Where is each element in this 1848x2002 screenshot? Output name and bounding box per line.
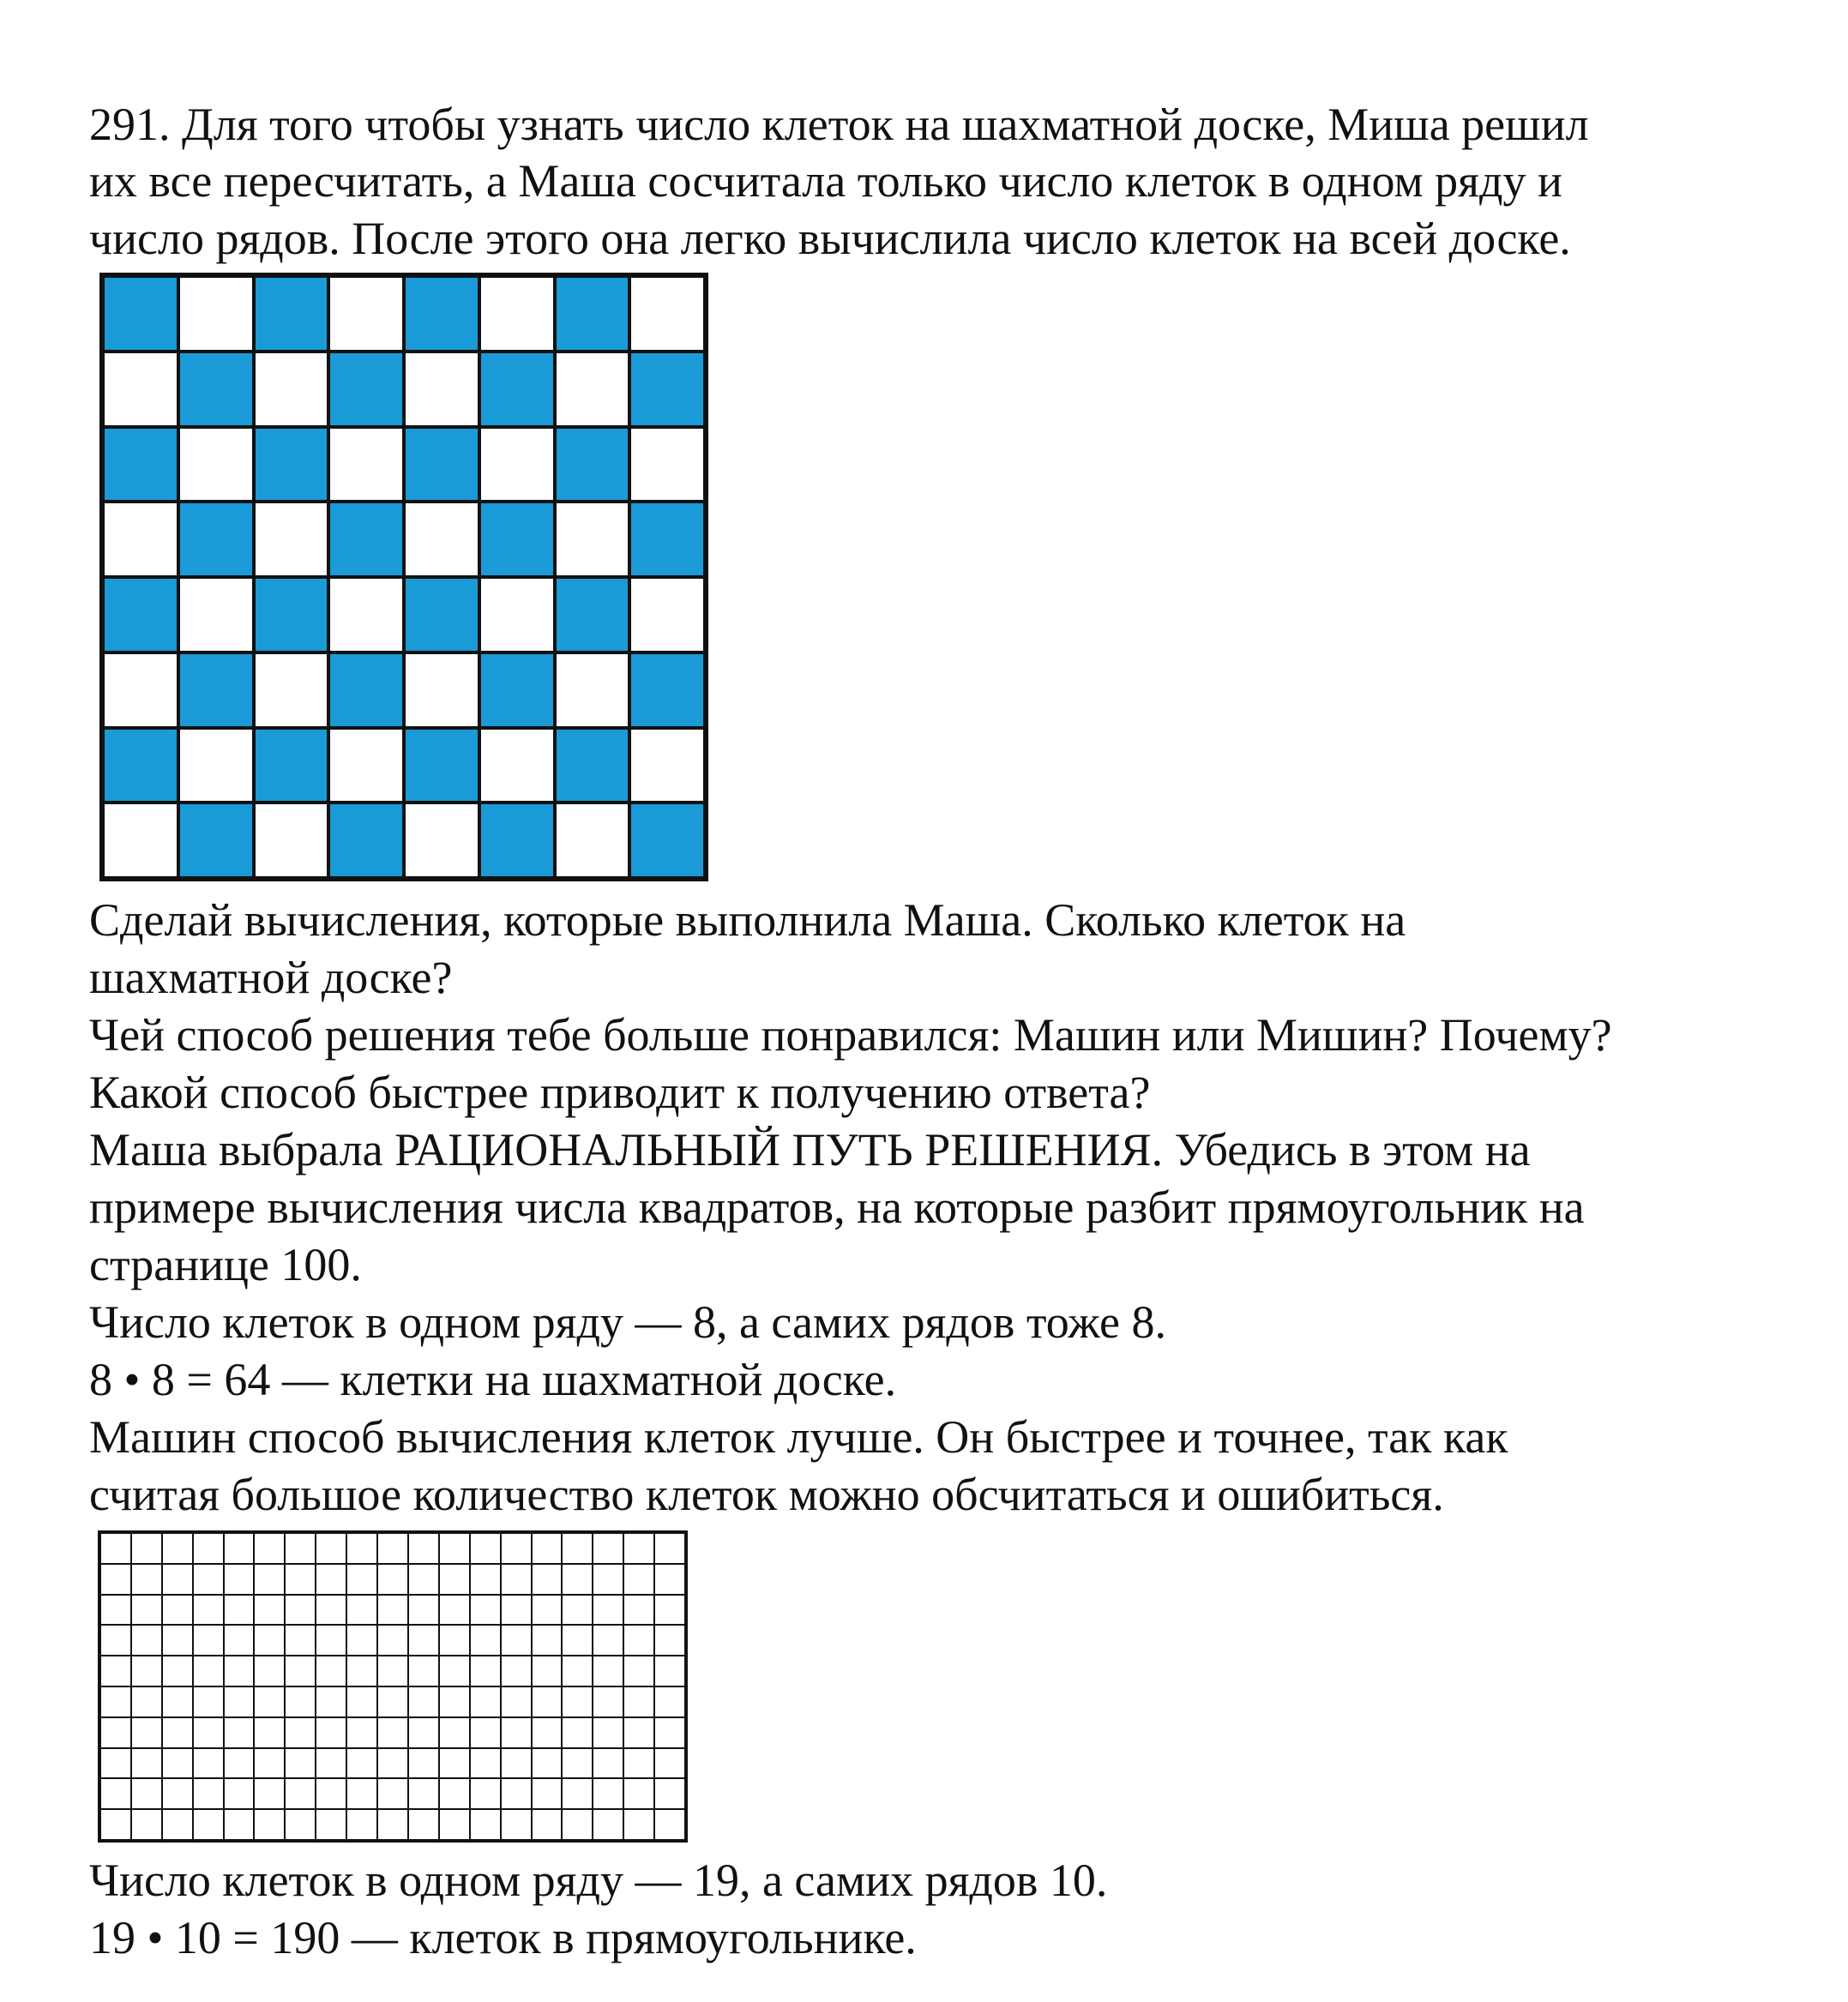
rectangle-cell: [654, 1595, 685, 1626]
chessboard-cell: [328, 427, 404, 502]
rectangle-cell: [623, 1564, 654, 1595]
rectangle-cell: [254, 1809, 285, 1840]
rectangle-cell: [623, 1686, 654, 1717]
rectangle-cell: [224, 1809, 255, 1840]
rectangle-cell: [377, 1625, 408, 1656]
chessboard-cell: [404, 427, 479, 502]
rectangle-cell: [100, 1564, 131, 1595]
rectangle-cell: [623, 1809, 654, 1840]
rectangle-cell: [593, 1564, 623, 1595]
rectangle-cell: [377, 1686, 408, 1717]
rectangle-cell: [193, 1625, 224, 1656]
rectangle-cell: [162, 1564, 193, 1595]
rectangle-cell: [377, 1717, 408, 1748]
rectangle-cell: [408, 1625, 439, 1656]
rectangle-cell: [131, 1778, 162, 1809]
rectangle-cell: [162, 1656, 193, 1686]
rectangle-cell: [316, 1595, 346, 1626]
rectangle-cell: [346, 1809, 377, 1840]
chessboard-cell: [404, 276, 479, 352]
rectangle-cell: [470, 1564, 501, 1595]
answer-line-4: считая большое количество клеток можно обсчитаться и ошибиться.: [89, 1469, 1444, 1520]
rectangle-cell: [254, 1625, 285, 1656]
rectangle-cell: [501, 1625, 532, 1656]
rectangle-cell: [285, 1809, 316, 1840]
rectangle-cell: [593, 1748, 623, 1779]
chessboard-figure: [99, 273, 708, 881]
rectangle-cell: [254, 1533, 285, 1564]
chessboard-cell: [555, 577, 630, 652]
question-line-1: Сделай вычисления, которые выполнила Маша. Сколько клеток на: [89, 894, 1406, 946]
rectangle-cell: [131, 1748, 162, 1779]
chessboard-cell: [479, 728, 555, 803]
rectangle-cell: [501, 1686, 532, 1717]
rectangle-cell: [593, 1625, 623, 1656]
rectangle-cell: [285, 1533, 316, 1564]
chessboard-cell: [555, 728, 630, 803]
rectangle-cell: [623, 1717, 654, 1748]
rectangle-cell: [439, 1625, 470, 1656]
rectangle-cell: [439, 1533, 470, 1564]
rectangle-cell: [346, 1533, 377, 1564]
chessboard-cell: [328, 352, 404, 427]
rectangle-cell: [377, 1533, 408, 1564]
rectangle-cell: [654, 1778, 685, 1809]
rectangle-cell: [254, 1778, 285, 1809]
rectangle-cell: [193, 1564, 224, 1595]
chessboard-cell: [629, 652, 705, 728]
rectangle-cell: [501, 1748, 532, 1779]
rectangle-cell: [193, 1748, 224, 1779]
chessboard-cell: [254, 502, 329, 577]
chessboard-cell: [178, 276, 254, 352]
rectangle-cell: [346, 1748, 377, 1779]
rectangle-cell: [532, 1686, 563, 1717]
rectangle-cell: [224, 1717, 255, 1748]
chessboard-cell: [479, 803, 555, 878]
rectangle-cell: [346, 1686, 377, 1717]
rectangle-cell: [131, 1625, 162, 1656]
chessboard-cell: [555, 803, 630, 878]
rectangle-cell: [162, 1625, 193, 1656]
rectangle-grid-figure: [98, 1530, 688, 1843]
question-line-3: Чей способ решения тебе больше понравился: Машин или Мишин? Почему?: [89, 1009, 1612, 1061]
rect-answer-line-2: 19 • 10 = 190 — клеток в прямоугольнике.: [89, 1912, 917, 1963]
rectangle-cell: [193, 1809, 224, 1840]
rectangle-cell: [501, 1717, 532, 1748]
rectangle-cell: [470, 1686, 501, 1717]
rectangle-cell: [532, 1656, 563, 1686]
chessboard-cell: [328, 728, 404, 803]
rectangle-cell: [623, 1625, 654, 1656]
rectangle-cell: [316, 1533, 346, 1564]
rectangle-cell: [532, 1595, 563, 1626]
rectangle-cell: [100, 1717, 131, 1748]
chessboard-cell: [629, 803, 705, 878]
rectangle-cell: [100, 1533, 131, 1564]
rectangle-cell: [532, 1533, 563, 1564]
answer-line-1: Число клеток в одном ряду — 8, а самих рядов тоже 8.: [89, 1296, 1167, 1348]
chessboard-cell: [103, 652, 178, 728]
chessboard-cell: [103, 577, 178, 652]
rectangle-cell: [162, 1686, 193, 1717]
rectangle-cell: [131, 1595, 162, 1626]
rectangle-cell: [224, 1748, 255, 1779]
rectangle-cell: [131, 1533, 162, 1564]
rectangle-cell: [285, 1778, 316, 1809]
rectangle-cell: [593, 1533, 623, 1564]
rectangle-cell: [439, 1717, 470, 1748]
rectangle-cell: [193, 1533, 224, 1564]
rectangle-cell: [285, 1686, 316, 1717]
rectangle-cell: [193, 1656, 224, 1686]
rectangle-cell: [593, 1778, 623, 1809]
rectangle-cell: [408, 1809, 439, 1840]
rect-answer-line-1: Число клеток в одном ряду — 19, а самих рядов 10.: [89, 1855, 1108, 1906]
rectangle-cell: [100, 1748, 131, 1779]
rectangle-cell: [285, 1656, 316, 1686]
chessboard-cell: [404, 652, 479, 728]
rectangle-cell: [254, 1595, 285, 1626]
rectangle-cell: [470, 1809, 501, 1840]
rectangle-cell: [439, 1564, 470, 1595]
rectangle-cell: [470, 1625, 501, 1656]
rectangle-cell: [316, 1656, 346, 1686]
chessboard-cell: [629, 276, 705, 352]
rectangle-cell: [193, 1595, 224, 1626]
rectangle-cell: [532, 1748, 563, 1779]
rectangle-cell: [439, 1778, 470, 1809]
rectangle-cell: [316, 1686, 346, 1717]
rectangle-cell: [470, 1748, 501, 1779]
rectangle-cell: [224, 1595, 255, 1626]
rectangle-cell: [408, 1595, 439, 1626]
chessboard-cell: [254, 427, 329, 502]
rectangle-cell: [193, 1717, 224, 1748]
rectangle-cell: [162, 1809, 193, 1840]
rectangle-cell: [532, 1625, 563, 1656]
rectangle-cell: [623, 1656, 654, 1686]
chessboard-cell: [103, 276, 178, 352]
rectangle-cell: [377, 1778, 408, 1809]
rectangle-cell: [346, 1625, 377, 1656]
rectangle-cell: [316, 1748, 346, 1779]
task-line-1: 291. Для того чтобы узнать число клеток на шахматной доске, Миша решил: [89, 99, 1589, 150]
rectangle-cell: [562, 1778, 593, 1809]
chessboard-cell: [479, 352, 555, 427]
rectangle-cell: [439, 1809, 470, 1840]
rectangle-cell: [623, 1595, 654, 1626]
rectangle-cell: [377, 1656, 408, 1686]
rectangle-cell: [131, 1686, 162, 1717]
rectangle-cell: [654, 1717, 685, 1748]
rectangle-cell: [100, 1686, 131, 1717]
chessboard-cell: [178, 803, 254, 878]
chessboard-cell: [254, 728, 329, 803]
rectangle-cell: [654, 1625, 685, 1656]
chessboard-cell: [555, 276, 630, 352]
rectangle-cell: [501, 1564, 532, 1595]
chessboard-cell: [555, 352, 630, 427]
chessboard-cell: [629, 577, 705, 652]
rectangle-cell: [100, 1595, 131, 1626]
rectangle-cell: [224, 1778, 255, 1809]
rectangle-cell: [346, 1595, 377, 1626]
chessboard-cell: [254, 652, 329, 728]
rectangle-cell: [316, 1625, 346, 1656]
rectangle-cell: [316, 1564, 346, 1595]
rectangle-cell: [377, 1564, 408, 1595]
rectangle-cell: [285, 1625, 316, 1656]
chessboard-cell: [404, 352, 479, 427]
rectangle-cell: [593, 1717, 623, 1748]
task-line-2: их все пересчитать, а Маша сосчитала только число клеток в одном ряду и: [89, 155, 1562, 207]
chessboard-cell: [178, 652, 254, 728]
rectangle-cell: [162, 1595, 193, 1626]
rectangle-cell: [532, 1564, 563, 1595]
rectangle-cell: [254, 1564, 285, 1595]
rectangle-cell: [377, 1809, 408, 1840]
chessboard-cell: [629, 352, 705, 427]
chessboard-cell: [103, 352, 178, 427]
rectangle-cell: [254, 1748, 285, 1779]
question-line-6: примере вычисления числа квадратов, на которые разбит прямоугольник на: [89, 1181, 1585, 1233]
rectangle-cell: [654, 1748, 685, 1779]
chessboard-cell: [178, 502, 254, 577]
rectangle-cell: [100, 1778, 131, 1809]
rectangle-cell: [562, 1748, 593, 1779]
chessboard-cell: [404, 803, 479, 878]
task-line-3: число рядов. После этого она легко вычислила число клеток на всей доске.: [89, 213, 1571, 264]
chessboard-cell: [103, 728, 178, 803]
rectangle-cell: [162, 1717, 193, 1748]
rectangle-cell: [408, 1656, 439, 1686]
rectangle-cell: [254, 1656, 285, 1686]
answer-line-2: 8 • 8 = 64 — клетки на шахматной доске.: [89, 1354, 897, 1405]
rectangle-cell: [654, 1809, 685, 1840]
question-line-4: Какой способ быстрее приводит к получению ответа?: [89, 1067, 1151, 1118]
question-line-7: странице 100.: [89, 1239, 362, 1290]
chessboard-cell: [178, 427, 254, 502]
rectangle-cell: [100, 1809, 131, 1840]
rectangle-cell: [254, 1717, 285, 1748]
chessboard-cell: [555, 652, 630, 728]
rectangle-cell: [224, 1533, 255, 1564]
rectangle-cell: [532, 1778, 563, 1809]
rectangle-cell: [439, 1595, 470, 1626]
chessboard-cell: [328, 577, 404, 652]
rectangle-cell: [131, 1656, 162, 1686]
rectangle-cell: [501, 1656, 532, 1686]
rectangle-cell: [162, 1748, 193, 1779]
rectangle-cell: [623, 1748, 654, 1779]
rectangle-cell: [408, 1564, 439, 1595]
rectangle-cell: [654, 1686, 685, 1717]
chessboard-cell: [555, 502, 630, 577]
rectangle-cell: [562, 1533, 593, 1564]
chessboard-cell: [328, 502, 404, 577]
rectangle-cell: [346, 1564, 377, 1595]
chessboard-cell: [328, 803, 404, 878]
chessboard-cell: [404, 577, 479, 652]
chessboard-cell: [178, 577, 254, 652]
rectangle-cell: [532, 1809, 563, 1840]
rectangle-cell: [654, 1656, 685, 1686]
rectangle-cell: [224, 1564, 255, 1595]
chessboard-cell: [555, 427, 630, 502]
rectangle-cell: [316, 1778, 346, 1809]
rectangle-cell: [408, 1717, 439, 1748]
rectangle-cell: [193, 1778, 224, 1809]
rectangle-cell: [562, 1625, 593, 1656]
chessboard-cell: [479, 276, 555, 352]
rectangle-cell: [470, 1533, 501, 1564]
rectangle-cell: [562, 1595, 593, 1626]
chessboard-cell: [254, 577, 329, 652]
rectangle-cell: [285, 1717, 316, 1748]
chessboard-cell: [328, 652, 404, 728]
chessboard-cell: [103, 502, 178, 577]
rectangle-cell: [593, 1656, 623, 1686]
rectangle-cell: [654, 1564, 685, 1595]
chessboard-cell: [103, 427, 178, 502]
rectangle-cell: [224, 1686, 255, 1717]
rectangle-cell: [408, 1686, 439, 1717]
rectangle-cell: [408, 1778, 439, 1809]
rectangle-cell: [562, 1717, 593, 1748]
rectangle-cell: [562, 1809, 593, 1840]
chessboard-cell: [629, 502, 705, 577]
chessboard-cell: [328, 276, 404, 352]
rectangle-cell: [285, 1748, 316, 1779]
rectangle-cell: [439, 1748, 470, 1779]
chessboard-cell: [254, 352, 329, 427]
rectangle-cell: [377, 1595, 408, 1626]
chessboard-cell: [479, 427, 555, 502]
rectangle-cell: [593, 1595, 623, 1626]
rectangle-cell: [377, 1748, 408, 1779]
rectangle-cell: [439, 1686, 470, 1717]
chessboard-cell: [103, 803, 178, 878]
rectangle-cell: [316, 1717, 346, 1748]
rectangle-cell: [439, 1656, 470, 1686]
rectangle-cell: [501, 1778, 532, 1809]
chessboard-cell: [629, 427, 705, 502]
rectangle-cell: [623, 1778, 654, 1809]
rectangle-cell: [532, 1717, 563, 1748]
rectangle-cell: [501, 1533, 532, 1564]
rectangle-cell: [193, 1686, 224, 1717]
rectangle-cell: [131, 1564, 162, 1595]
rectangle-cell: [408, 1748, 439, 1779]
rectangle-cell: [162, 1778, 193, 1809]
chessboard-cell: [629, 728, 705, 803]
rectangle-cell: [470, 1656, 501, 1686]
rectangle-cell: [470, 1778, 501, 1809]
rectangle-cell: [131, 1809, 162, 1840]
rectangle-cell: [224, 1625, 255, 1656]
chessboard-cell: [404, 728, 479, 803]
chessboard-cell: [479, 502, 555, 577]
rectangle-cell: [408, 1533, 439, 1564]
rectangle-cell: [501, 1809, 532, 1840]
rectangle-cell: [562, 1656, 593, 1686]
rectangle-cell: [316, 1809, 346, 1840]
rectangle-cell: [593, 1686, 623, 1717]
chessboard-cell: [479, 577, 555, 652]
chessboard-cell: [178, 352, 254, 427]
rectangle-cell: [501, 1595, 532, 1626]
answer-line-3: Машин способ вычисления клеток лучше. Он быстрее и точнее, так как: [89, 1411, 1508, 1463]
rectangle-cell: [285, 1564, 316, 1595]
rectangle-cell: [162, 1533, 193, 1564]
chessboard-cell: [254, 803, 329, 878]
chessboard-cell: [479, 652, 555, 728]
rectangle-cell: [346, 1717, 377, 1748]
chessboard-cell: [254, 276, 329, 352]
rectangle-cell: [562, 1686, 593, 1717]
rectangle-cell: [623, 1533, 654, 1564]
rectangle-cell: [470, 1595, 501, 1626]
rectangle-cell: [224, 1656, 255, 1686]
rectangle-cell: [285, 1595, 316, 1626]
rectangle-cell: [654, 1533, 685, 1564]
rectangle-cell: [131, 1717, 162, 1748]
rectangle-cell: [346, 1778, 377, 1809]
chessboard-cell: [404, 502, 479, 577]
chessboard-cell: [178, 728, 254, 803]
question-line-5: Маша выбрала РАЦИОНАЛЬНЫЙ ПУТЬ РЕШЕНИЯ. Убедись в этом на: [89, 1124, 1531, 1175]
rectangle-cell: [593, 1809, 623, 1840]
rectangle-cell: [100, 1656, 131, 1686]
rectangle-cell: [346, 1656, 377, 1686]
rectangle-cell: [100, 1625, 131, 1656]
rectangle-cell: [254, 1686, 285, 1717]
rectangle-cell: [562, 1564, 593, 1595]
rectangle-cell: [470, 1717, 501, 1748]
question-line-2: шахматной доске?: [89, 952, 453, 1003]
